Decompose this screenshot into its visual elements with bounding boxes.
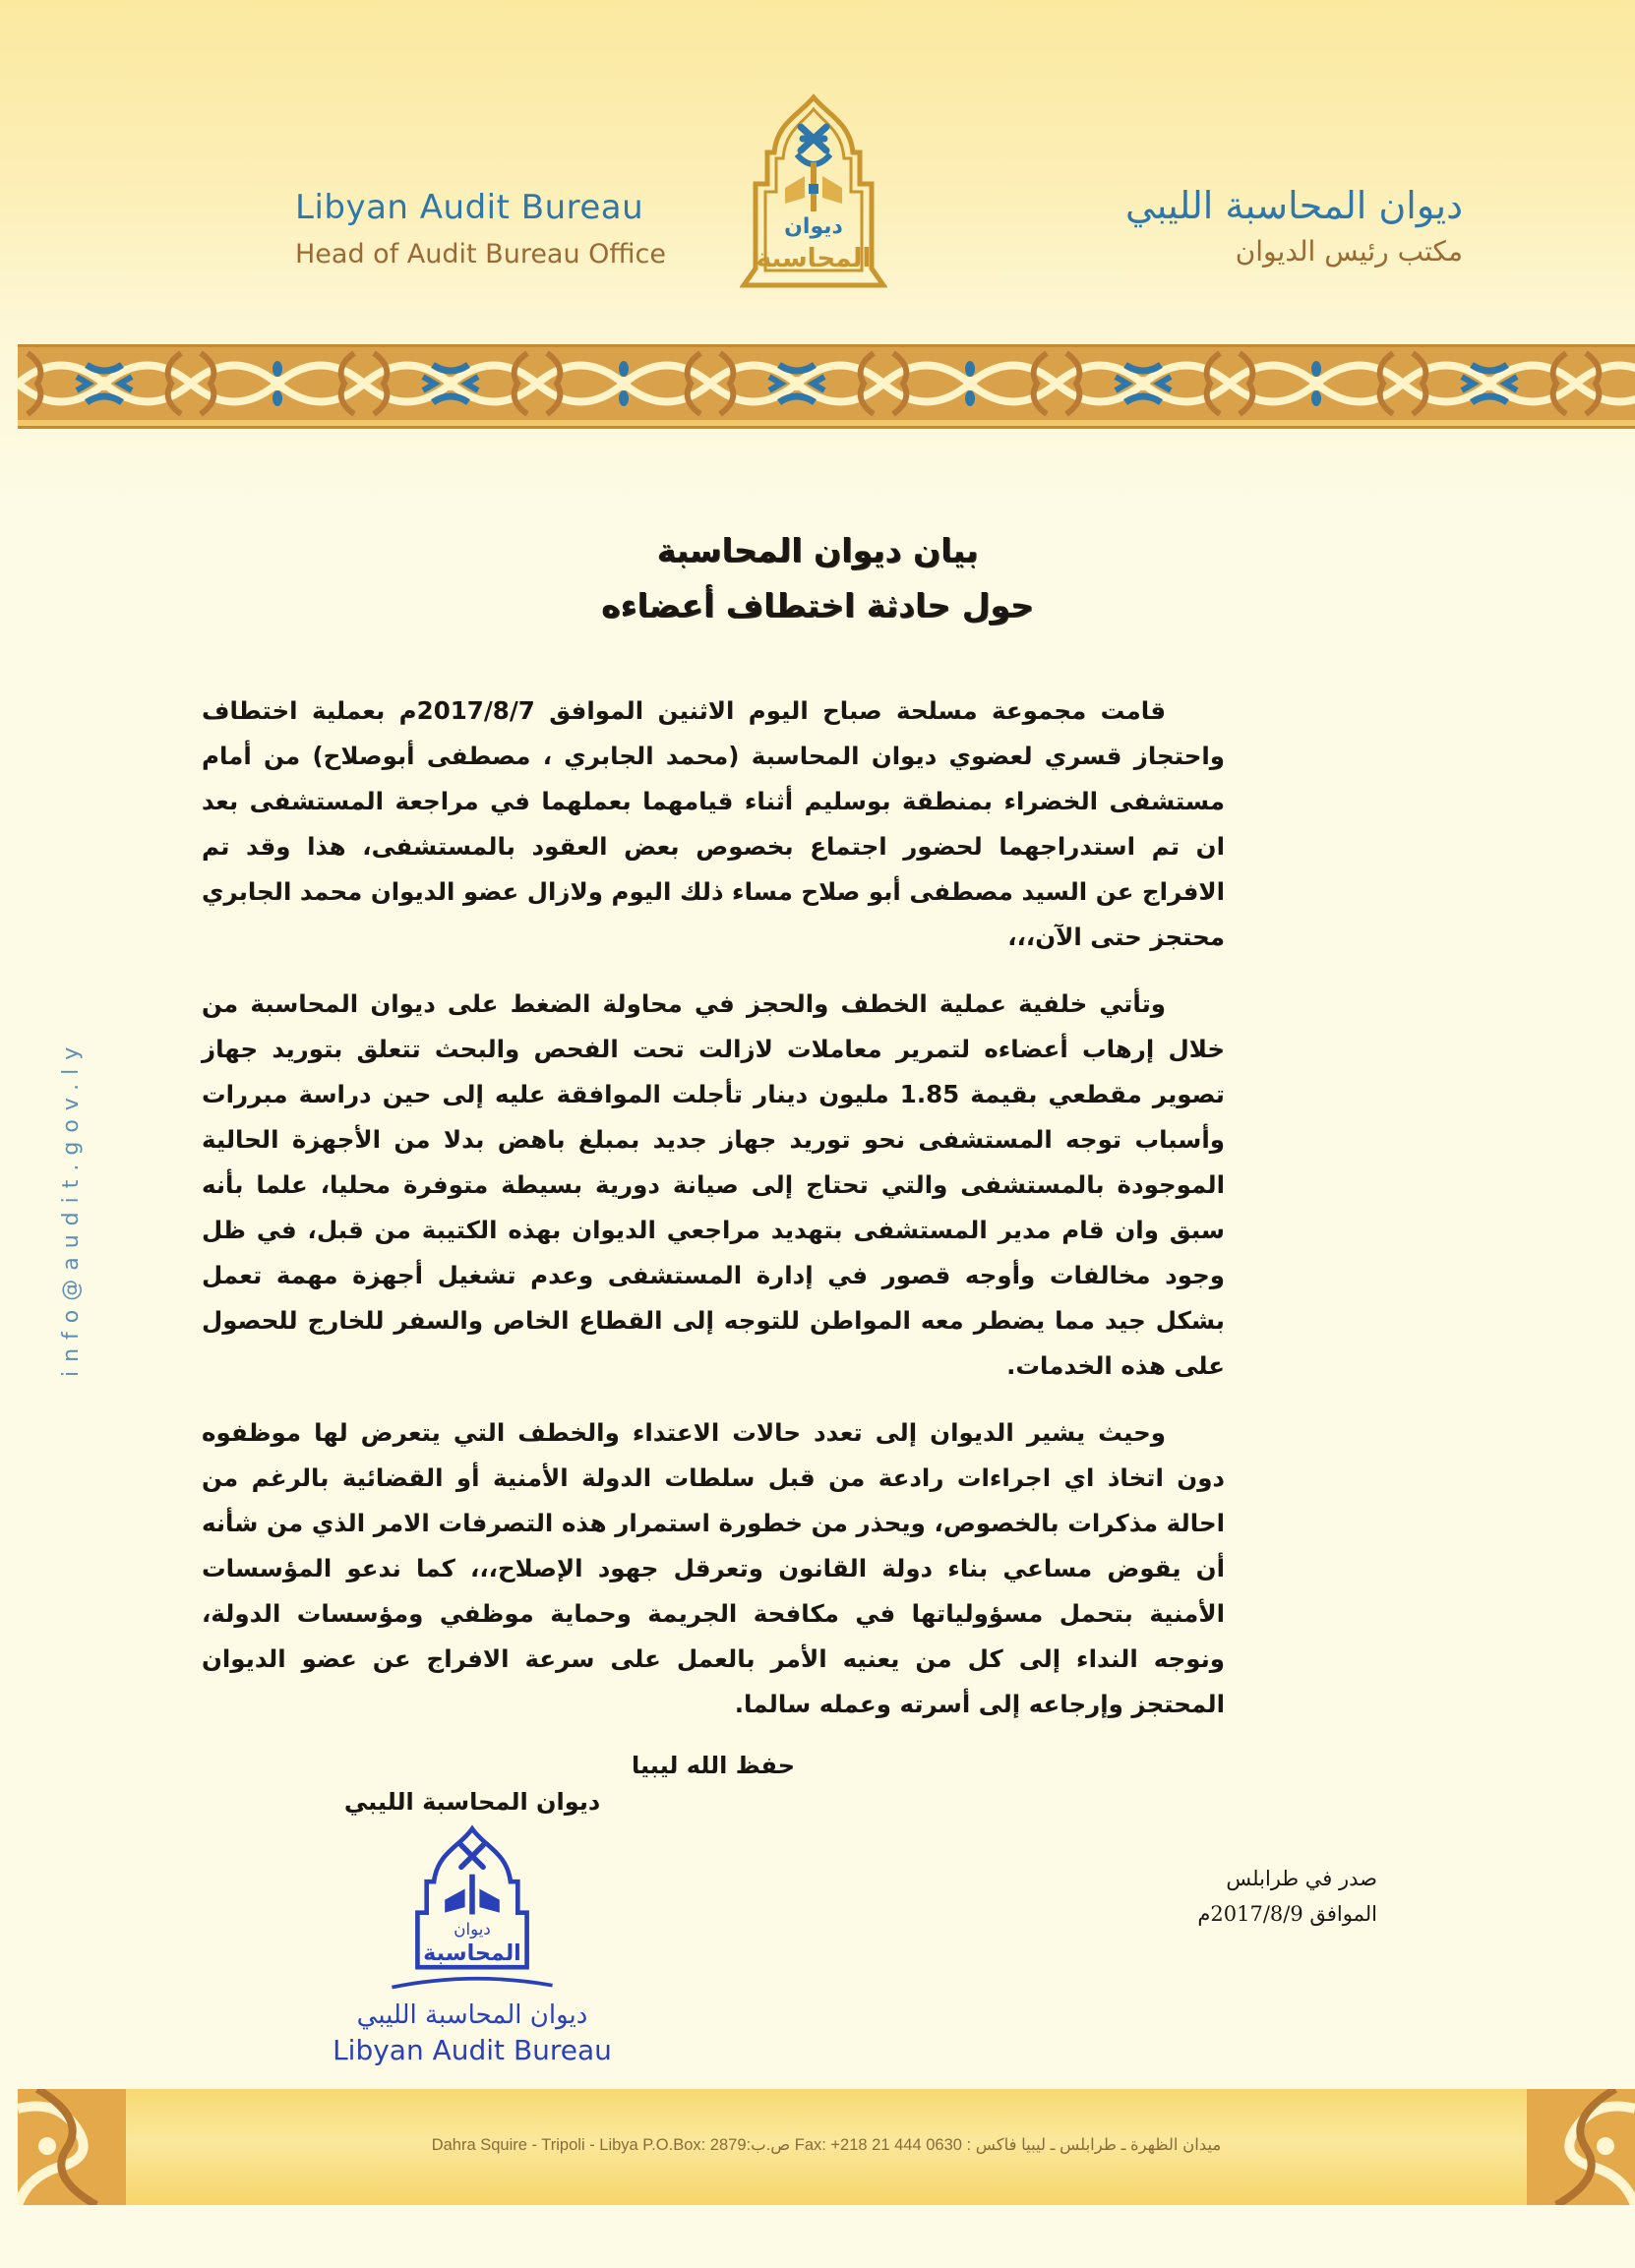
org-name-en: Libyan Audit Bureau	[295, 188, 644, 227]
audit-bureau-emblem-icon	[740, 93, 887, 295]
arabesque-tile	[364, 347, 537, 420]
letterhead	[0, 0, 1635, 325]
paragraph-3: وحيث يشير الديوان إلى تعدد حالات الاعتداء والخطف التي يتعرض لها موظفوه دون اتخاذ اي اجراءات رادعة من قبل سلطات الدولة الأمنية أو القضائية بالرغم من احالة مذكرات بالخصوص، ويحذر من خطورة استمرار هذه التصرفات الامر الذي من شأنه أن يقوض مساعي بناء دولة القانون وتعرقل جهود الإصلاح،،، كما ندعو المؤسسات الأمنية بتحمل مسؤولياتها في مكافحة الجريمة وحماية موظفي ومؤسسات الدولة، ونوجه النداء إلى كل من يعنيه الأمر بالعمل على سرعة الافراج عن عضو الديوان المحتجز وإرجاعه إلى أسرته وعمله سالما.	[202, 1418, 1225, 1718]
issue-place: صدر في طرابلس	[1226, 1867, 1377, 1890]
office-name-ar: مكتب رئيس الديوان	[1235, 235, 1463, 268]
title-line-1: بيان ديوان المحاسبة	[656, 531, 979, 569]
statement-title	[0, 523, 1635, 633]
office-name-en: Head of Audit Bureau Office	[295, 239, 666, 269]
footer-contact	[136, 2134, 1517, 2156]
closing-line: حفظ الله ليبيا	[632, 1752, 795, 1779]
paragraph-1: قامت مجموعة مسلحة صباح اليوم الاثنين الموافق 2017/8/7م بعملية اختطاف واحتجاز قسري لعضوي ديوان المحاسبة (محمد الجابري ، مصطفى أبوصلاح) من أمام مستشفى الخضراء بمنطقة بوسليم أثناء قيامهما بعملهما في مراجعة المستشفى بعد ان تم استدراجهما لحضور اجتماع بخصوص بعض العقود بالمستشفى، هذا وقد تم الافراج عن السيد مصطفى أبو صلاح مساء ذلك اليوم ولازال عضو الديوان محمد الجابري محتجز حتى الآن،،،	[202, 696, 1225, 951]
stamp-text-en: Libyan Audit Bureau	[333, 2034, 612, 2066]
footer-fax: Fax: +218 21 444 0630	[794, 2136, 962, 2154]
arabesque-tile	[1230, 347, 1403, 420]
footer-po-box-ar: ص.ب:	[746, 2136, 791, 2154]
letterhead-english	[295, 187, 666, 271]
logo-text-bottom: المحاسبة	[756, 244, 872, 273]
arabesque-tile	[1057, 347, 1230, 420]
issue-info	[1197, 1861, 1377, 1932]
arabesque-tile	[710, 347, 883, 420]
letterhead-arabic	[1125, 183, 1463, 269]
arabesque-tile	[18, 347, 191, 420]
signatory: ديوان المحاسبة الليبي	[343, 1788, 601, 1816]
statement-body	[202, 688, 1225, 1727]
arabesque-tile	[1576, 347, 1635, 420]
ornamental-border-top	[18, 344, 1635, 429]
signature-block	[305, 1786, 639, 2067]
arabesque-tile	[883, 347, 1057, 420]
arabesque-tile	[1403, 347, 1576, 420]
contact-email: info@audit.gov.ly	[59, 1038, 84, 1377]
issue-date: الموافق 2017/8/9م	[1197, 1902, 1377, 1926]
footer-address-en: Dahra Squire - Tripoli - Libya P.O.Box: 2879	[431, 2136, 747, 2154]
footer-address-ar: ميدان الظهرة ـ طرابلس ـ ليبيا فاكس :	[966, 2136, 1222, 2154]
letter-footer	[18, 2089, 1635, 2205]
arabesque-tile	[191, 347, 364, 420]
stamp-logo-top: ديوان	[454, 1919, 491, 1939]
title-line-2: حول حادثة اختطاف أعضاءه	[601, 586, 1034, 625]
stamp-logo-bottom: المحاسبة	[423, 1940, 521, 1966]
footer-ornament-left-icon	[18, 2089, 126, 2205]
official-stamp-icon	[379, 1821, 566, 1995]
logo-text-top: ديوان	[784, 214, 843, 239]
org-name-ar: ديوان المحاسبة الليبي	[1125, 184, 1463, 227]
paragraph-2: وتأتي خلفية عملية الخطف والحجز في محاولة الضغط على ديوان المحاسبة من خلال إرهاب أعضاءه لتمرير معاملات لازالت تحت الفحص والبحث تتعلق بتوريد جهاز تصوير مقطعي بقيمة 1.85 مليون دينار تأجلت الموافقة عليه إلى حين دراسة مبررات وأسباب توجه المستشفى نحو توريد جهاز جديد بمبلغ باهض بدلا من الأجهزة الحالية الموجودة بالمستشفى والتي تحتاج إلى صيانة دورية بسيطة متوفرة محليا، علما بأنه سبق وان قام مدير المستشفى بتهديد مراجعي الديوان بهذه الكتيبة من قبل، في ظل وجود مخالفات وأوجه قصور في إدارة المستشفى وعدم تشغيل أجهزة مهمة تعمل بشكل جيد مما يضطر معه المواطن للتوجه إلى القطاع الخاص والسفر للخارج للحصول على هذه الخدمات.	[202, 989, 1225, 1380]
statement-content	[202, 688, 1225, 1782]
arabesque-tile	[537, 347, 710, 420]
footer-ornament-right-icon	[1527, 2089, 1635, 2205]
arabesque-pattern-icon	[18, 347, 1635, 420]
stamp-text-ar: ديوان المحاسبة الليبي	[356, 2000, 588, 2030]
